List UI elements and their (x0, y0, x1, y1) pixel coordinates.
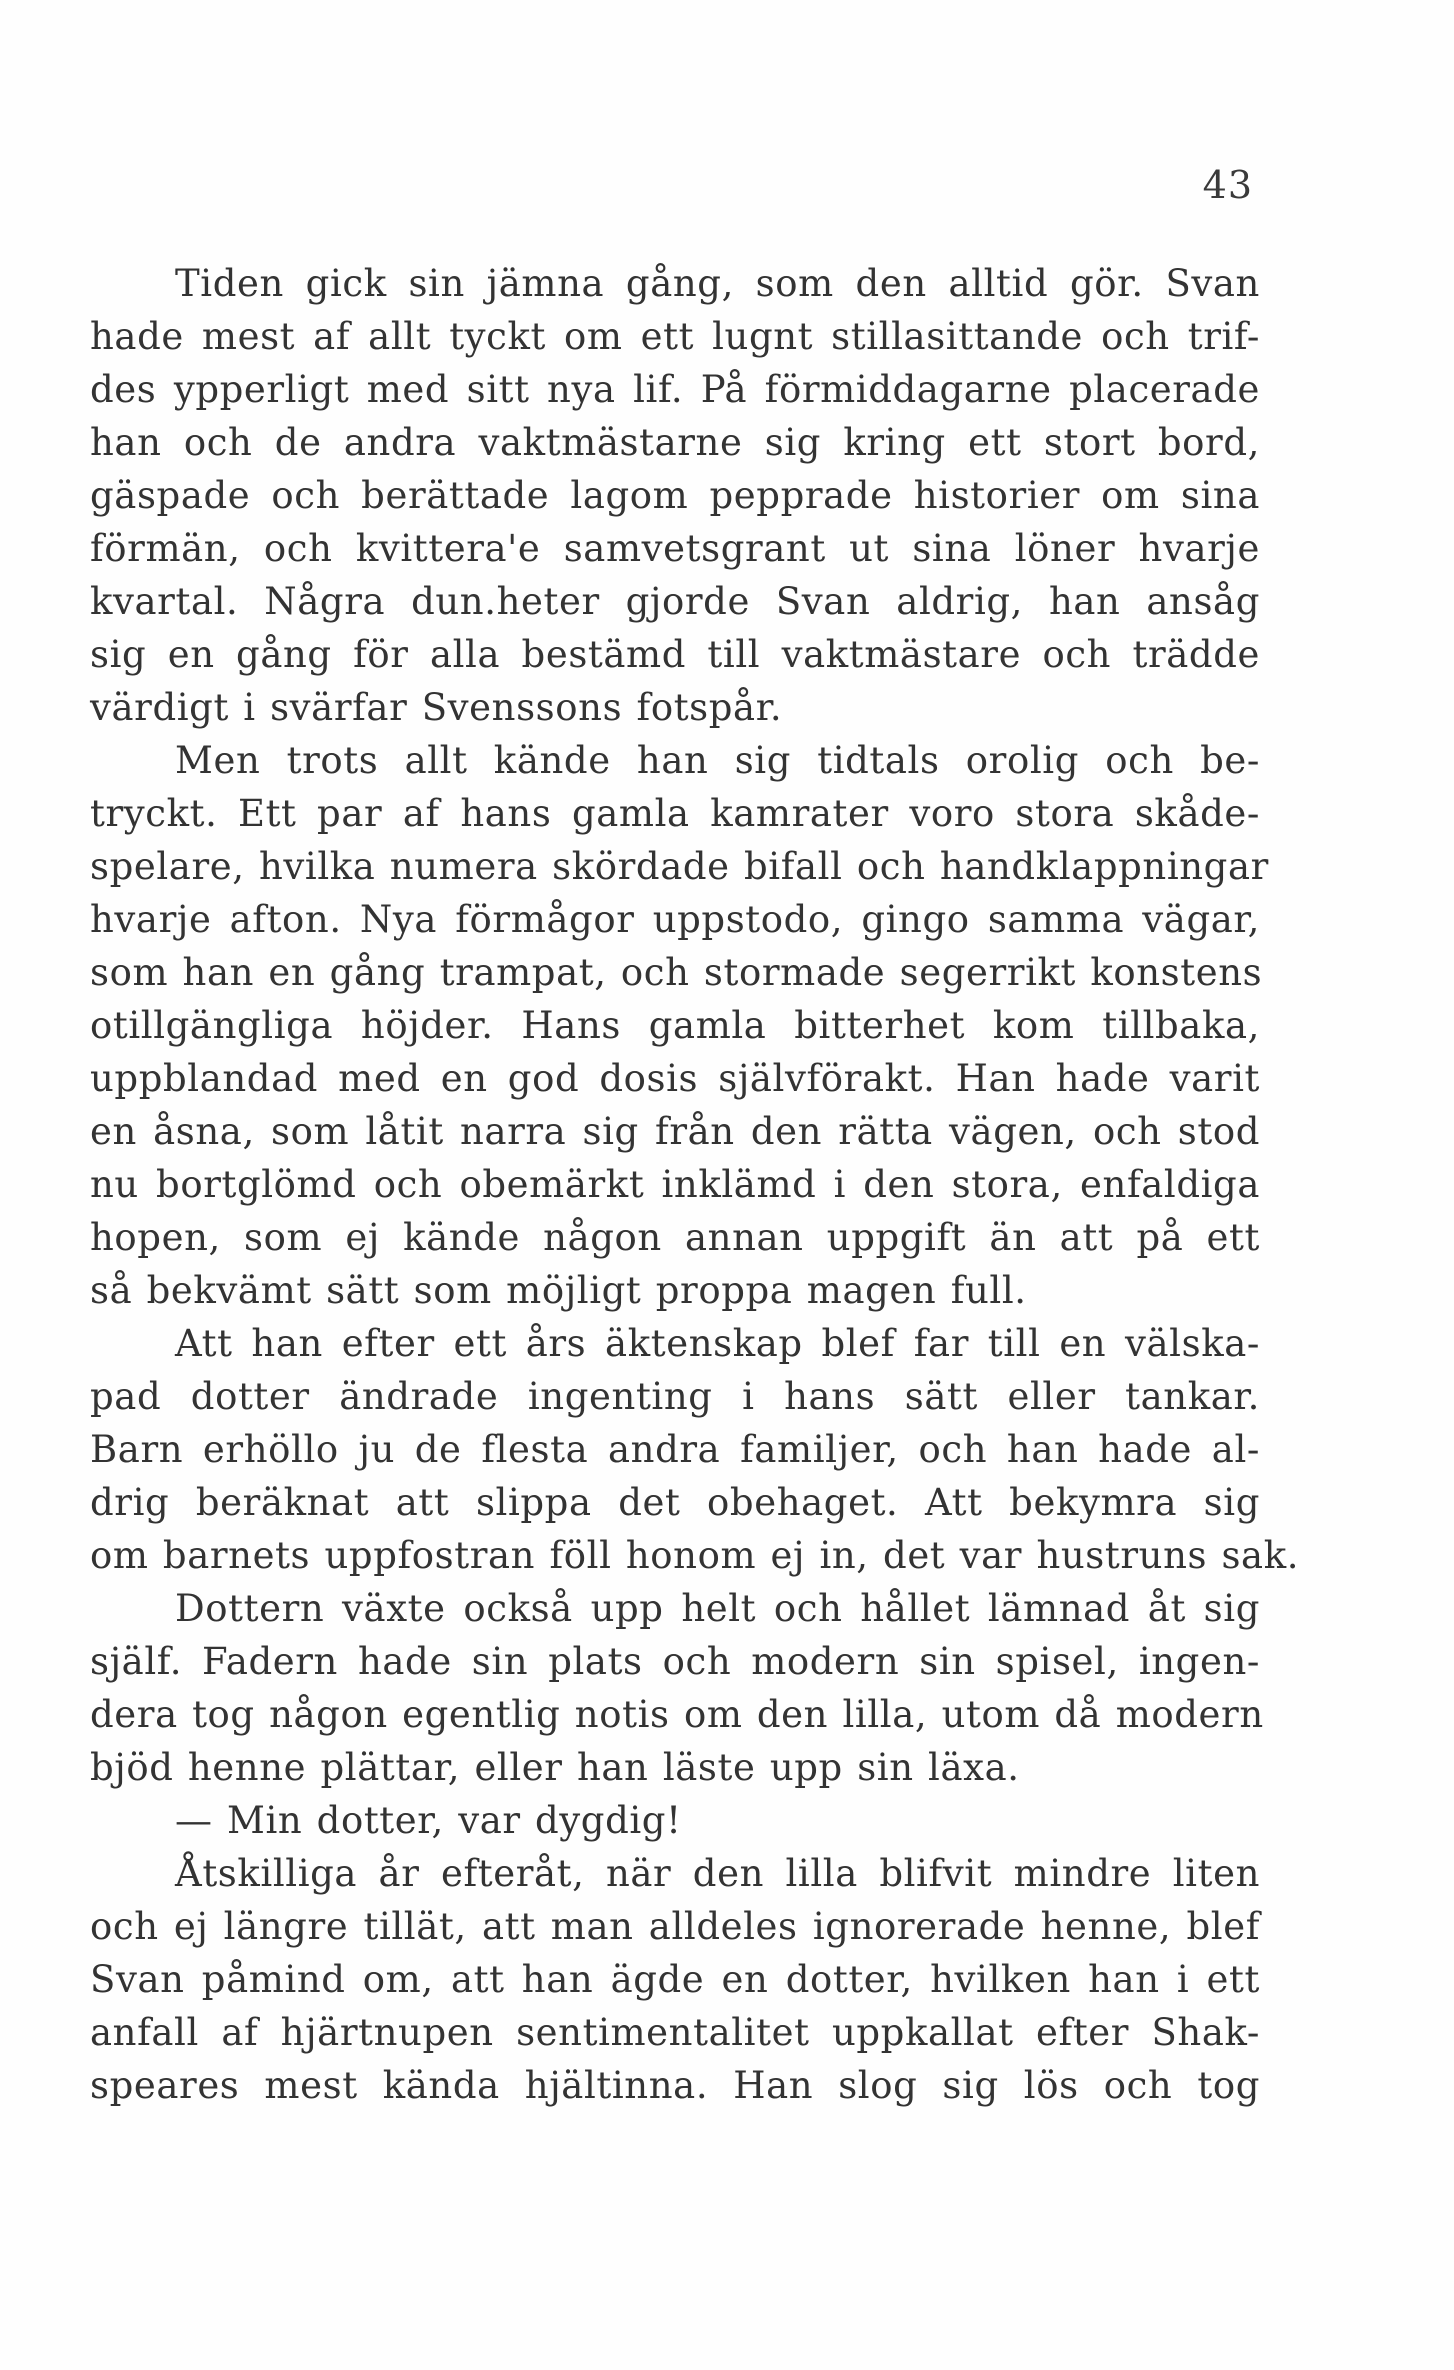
text-line: spelare, hvilka numera skördade bifall och handklappningar (90, 845, 1269, 888)
text-line: bjöd henne plättar, eller han läste upp sin läxa. (90, 1746, 1020, 1789)
text-line: speares mest kända hjältinna. Han slog sig lös och tog (90, 2064, 1260, 2107)
text-line: en åsna, som låtit narra sig från den rätta vägen, och stod (90, 1110, 1260, 1153)
page-number: 43 (1202, 163, 1253, 207)
text-line: han och de andra vaktmästarne sig kring ett stort bord, (90, 421, 1260, 464)
text-line: uppblandad med en god dosis självförakt. Han hade varit (90, 1057, 1260, 1100)
text-line: sig en gång för alla bestämd till vaktmästare och trädde (90, 633, 1260, 676)
text-line: otillgängliga höjder. Hans gamla bitterhet kom tillbaka, (90, 1004, 1260, 1047)
text-line: nu bortglömd och obemärkt inklämd i den stora, enfaldiga (90, 1163, 1260, 1206)
text-line: så bekvämt sätt som möjligt proppa magen full. (90, 1269, 1027, 1312)
text-line: som han en gång trampat, och stormade segerrikt konstens (90, 951, 1263, 994)
text-line: hopen, som ej kände någon annan uppgift än att på ett (90, 1216, 1260, 1259)
text-line: Åtskilliga år efteråt, när den lilla blifvit mindre liten (175, 1852, 1260, 1895)
text-line: tryckt. Ett par af hans gamla kamrater voro stora skåde- (90, 792, 1260, 835)
text-line: hade mest af allt tyckt om ett lugnt stillasittande och trif- (90, 315, 1260, 358)
text-line: om barnets uppfostran föll honom ej in, det var hustruns sak. (90, 1534, 1300, 1577)
text-line: Att han efter ett års äktenskap blef far till en välska- (175, 1322, 1260, 1365)
text-line: Dottern växte också upp helt och hållet lämnad åt sig (175, 1587, 1260, 1630)
text-line: des ypperligt med sitt nya lif. På förmiddagarne placerade (90, 368, 1260, 411)
text-line: Men trots allt kände han sig tidtals orolig och be- (175, 739, 1260, 782)
text-line: Svan påmind om, att han ägde en dotter, hvilken han i ett (90, 1958, 1260, 2001)
text-line: dera tog någon egentlig notis om den lilla, utom då modern (90, 1693, 1264, 1736)
text-line: Tiden gick sin jämna gång, som den alltid gör. Svan (175, 262, 1260, 305)
text-line: värdigt i svärfar Svenssons fotspår. (90, 686, 783, 729)
text-line: gäspade och berättade lagom pepprade historier om sina (90, 474, 1260, 517)
text-line: pad dotter ändrade ingenting i hans sätt eller tankar. (90, 1375, 1260, 1418)
text-line: själf. Fadern hade sin plats och modern sin spisel, ingen- (90, 1640, 1260, 1683)
text-line: och ej längre tillät, att man alldeles ignorerade henne, blef (90, 1905, 1260, 1948)
text-line: drig beräknat att slippa det obehaget. Att bekymra sig (90, 1481, 1260, 1524)
text-line: förmän, och kvittera'e samvetsgrant ut sina löner hvarje (90, 527, 1260, 570)
text-line: anfall af hjärtnupen sentimentalitet uppkallat efter Shak- (90, 2011, 1260, 2054)
text-line: Barn erhöllo ju de flesta andra familjer, och han hade al- (90, 1428, 1260, 1471)
body-text (90, 257, 1300, 2112)
text-line: hvarje afton. Nya förmågor uppstodo, gingo samma vägar, (90, 898, 1260, 941)
text-line: kvartal. Några dun.heter gjorde Svan aldrig, han ansåg (90, 580, 1260, 623)
text-line: — Min dotter, var dygdig! (175, 1799, 682, 1842)
